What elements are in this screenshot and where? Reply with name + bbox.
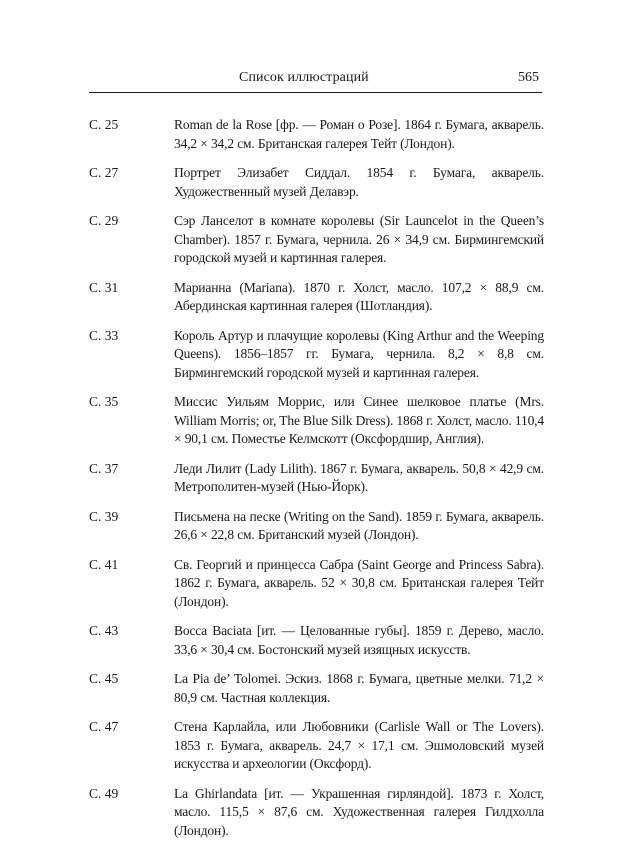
running-header [89, 70, 542, 93]
page-reference: С. 47 [89, 719, 119, 734]
illustration-description: Миссис Уильям Моррис, или Синее шелковое платье (Mrs. William Morris; or, The Blue Silk Dress). 1868 г. Холст, масло. 110,4 × 90,1 см. Поместье Келмскотт (Оксфордшир, Англия). [174, 394, 544, 446]
page-reference: С. 41 [89, 556, 119, 572]
illustration-description: La Ghirlandata [ит. — Украшенная гирляндой]. 1873 г. Холст, масло. 115,5 × 87,6 см. Художественная галерея Гилдхолла (Лондон). [174, 785, 544, 838]
list-item [89, 279, 544, 316]
illustration-description: Св. Георгий и принцесса Сабра (Saint George and Princess Sabra). 1862 г. Бумага, акварель. 52 × 30,8 см. Британская галерея Тейт (Лондон). [174, 556, 544, 609]
illustration-description: Марианна (Mariana). 1870 г. Холст, масло. 107,2 × 88,9 см. Абердинская картинная галерея (Шотландия). [174, 279, 544, 313]
illustration-description: Сэр Ланселот в комнате королевы (Sir Launcelot in the Queen’s Chamber). 1857 г. Бумага, чернила. 26 × 34,9 см. Бирмингемский городской музей и картинная галерея. [174, 213, 544, 265]
page-reference: С. 39 [89, 508, 119, 524]
list-item [89, 718, 544, 774]
list-item [89, 327, 544, 383]
list-item [89, 164, 544, 201]
illustration-description: La Pia de’ Tolomei. Эскиз. 1868 г. Бумага, цветные мелки. 71,2 × 80,9 см. Частная коллекция. [174, 671, 544, 705]
list-item [89, 670, 544, 707]
illustration-description: Король Артур и плачущие королевы (King Arthur and the Weeping Queens). 1856–1857 гг. Бумага, чернила. 8,2 × 8,8 см. Бирмингемский городской музей и картинная галерея. [174, 327, 544, 380]
page-reference: С. 25 [89, 117, 119, 132]
page-reference: С. 27 [89, 165, 119, 180]
list-item [89, 116, 544, 153]
page-reference: С. 35 [89, 394, 119, 409]
page-reference: С. 37 [89, 460, 119, 476]
list-item [89, 212, 544, 268]
list-item [89, 556, 544, 612]
illustration-description: Стена Карлайла, или Любовники (Carlisle Wall or The Lovers). 1853 г. Бумага, акварель. 24,7 × 17,1 см. Эшмоловский музей искусства и археологии (Оксфорд). [174, 719, 544, 771]
illustration-description: Roman de la Rose [фр. — Роман о Розе]. 1864 г. Бумага, акварель. 34,2 × 34,2 см. Британская галерея Тейт (Лондон). [174, 117, 544, 151]
page-reference: С. 29 [89, 213, 119, 228]
page-reference: С. 31 [89, 279, 119, 295]
illustration-description: Bocca Baciata [ит. — Целованные губы]. 1859 г. Дерево, масло. 33,6 × 30,4 см. Бостонский музей изящных искусств. [174, 623, 544, 657]
page-reference: С. 43 [89, 623, 119, 638]
page-reference: С. 49 [89, 785, 119, 801]
list-item [89, 393, 544, 449]
running-title: Список иллюстраций [239, 70, 369, 85]
illustration-description: Портрет Элизабет Сиддал. 1854 г. Бумага, акварель. Художественный музей Делавэр. [174, 165, 544, 199]
list-item [89, 622, 544, 659]
list-item [89, 460, 544, 497]
illustration-list [89, 116, 544, 851]
page-number: 565 [518, 70, 539, 85]
page-reference: С. 45 [89, 671, 119, 686]
illustration-description: Письмена на песке (Writing on the Sand). 1859 г. Бумага, акварель. 26,6 × 22,8 см. Британский музей (Лондон). [174, 508, 544, 542]
page-reference: С. 33 [89, 327, 119, 343]
illustration-description: Леди Лилит (Lady Lilith). 1867 г. Бумага, акварель. 50,8 × 42,9 см. Метрополитен-музей (Нью-Йорк). [174, 460, 544, 494]
list-item [89, 508, 544, 545]
list-item [89, 785, 544, 841]
